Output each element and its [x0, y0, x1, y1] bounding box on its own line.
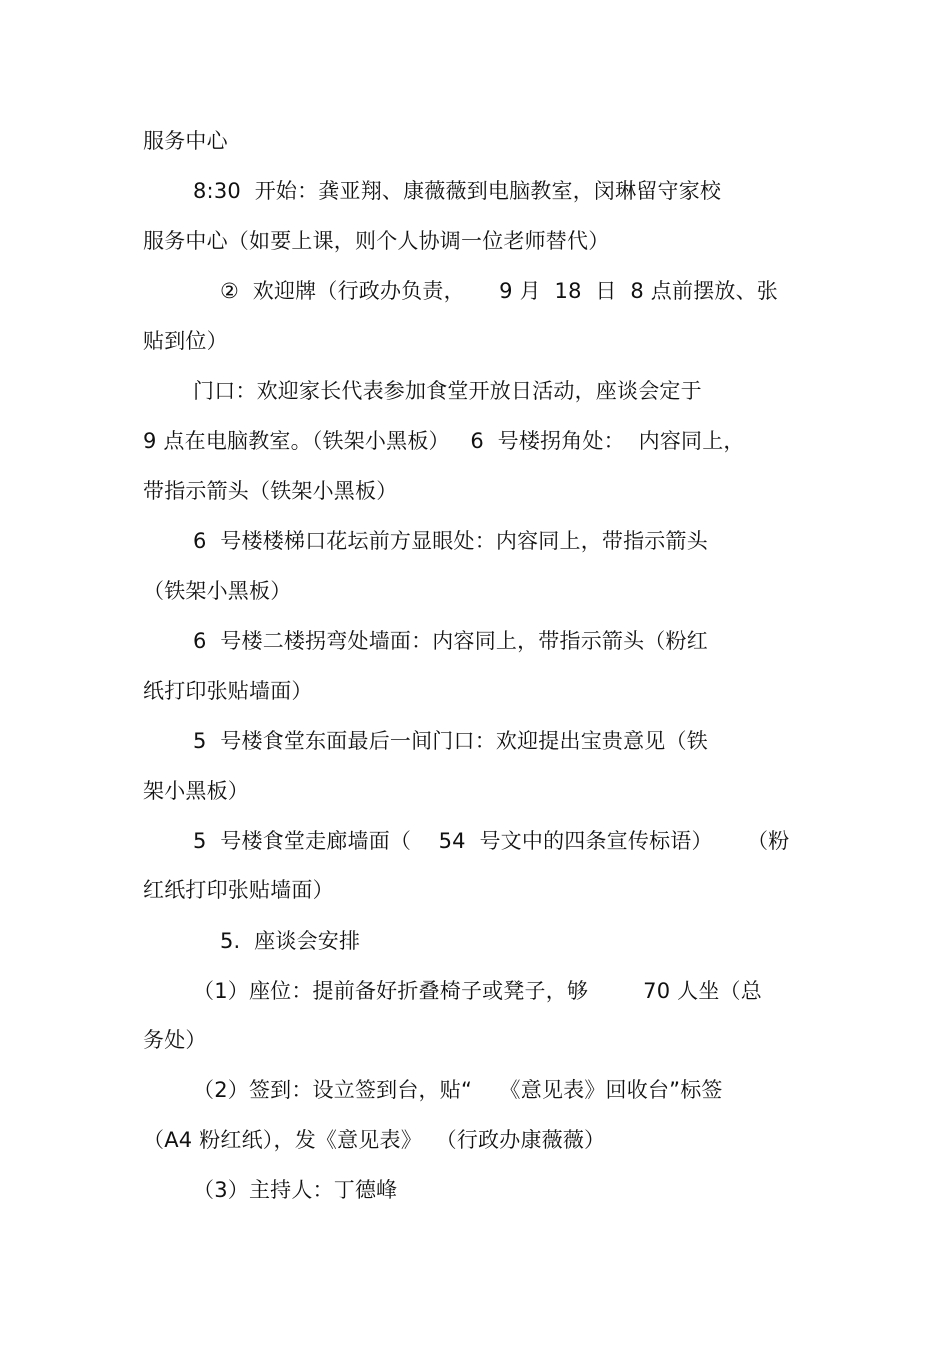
text-line: 带指示箭头（铁架小黑板） [143, 479, 398, 503]
text-line: 纸打印张贴墙面） [143, 679, 313, 703]
text-line: （2）签到：设立签到台，贴“ 《意见表》回收台”标签 [193, 1078, 723, 1102]
text-line: 服务中心（如要上课，则个人协调一位老师替代） [143, 229, 610, 253]
text-line: 红纸打印张贴墙面） [143, 878, 334, 902]
text-line: （3）主持人：丁德峰 [193, 1178, 398, 1202]
section-heading: 5. 座谈会安排 [220, 929, 361, 953]
text-line: 5 号楼食堂东面最后一间门口：欢迎提出宝贵意见（铁 [193, 729, 708, 753]
text-line: 5 号楼食堂走廊墙面（ 54 号文中的四条宣传标语） （粉 [193, 829, 790, 853]
text-line: 门口：欢迎家长代表参加食堂开放日活动，座谈会定于 [193, 379, 702, 403]
text-line: 8:30 开始：龚亚翔、康薇薇到电脑教室，闵琳留守家校 [193, 179, 722, 203]
text-line: （铁架小黑板） [143, 579, 292, 603]
text-line: 6 号楼二楼拐弯处墙面：内容同上，带指示箭头（粉红 [193, 629, 708, 653]
text-line: 9 点在电脑教室。（铁架小黑板） 6 号楼拐角处： 内容同上， [143, 429, 745, 453]
text-line: 贴到位） [143, 329, 228, 353]
text-line: 6 号楼楼梯口花坛前方显眼处：内容同上，带指示箭头 [193, 529, 708, 553]
text-line: 务处） [143, 1028, 207, 1052]
text-line: ② 欢迎牌（行政办负责， 9 月 18 日 8 点前摆放、张 [220, 279, 778, 303]
text-line: （1）座位：提前备好折叠椅子或凳子，够 70 人坐（总 [193, 979, 762, 1003]
text-line: 服务中心 [143, 129, 228, 153]
text-line: （A4 粉红纸），发《意见表》 （行政办康薇薇） [143, 1128, 606, 1152]
text-line: 架小黑板） [143, 779, 249, 803]
